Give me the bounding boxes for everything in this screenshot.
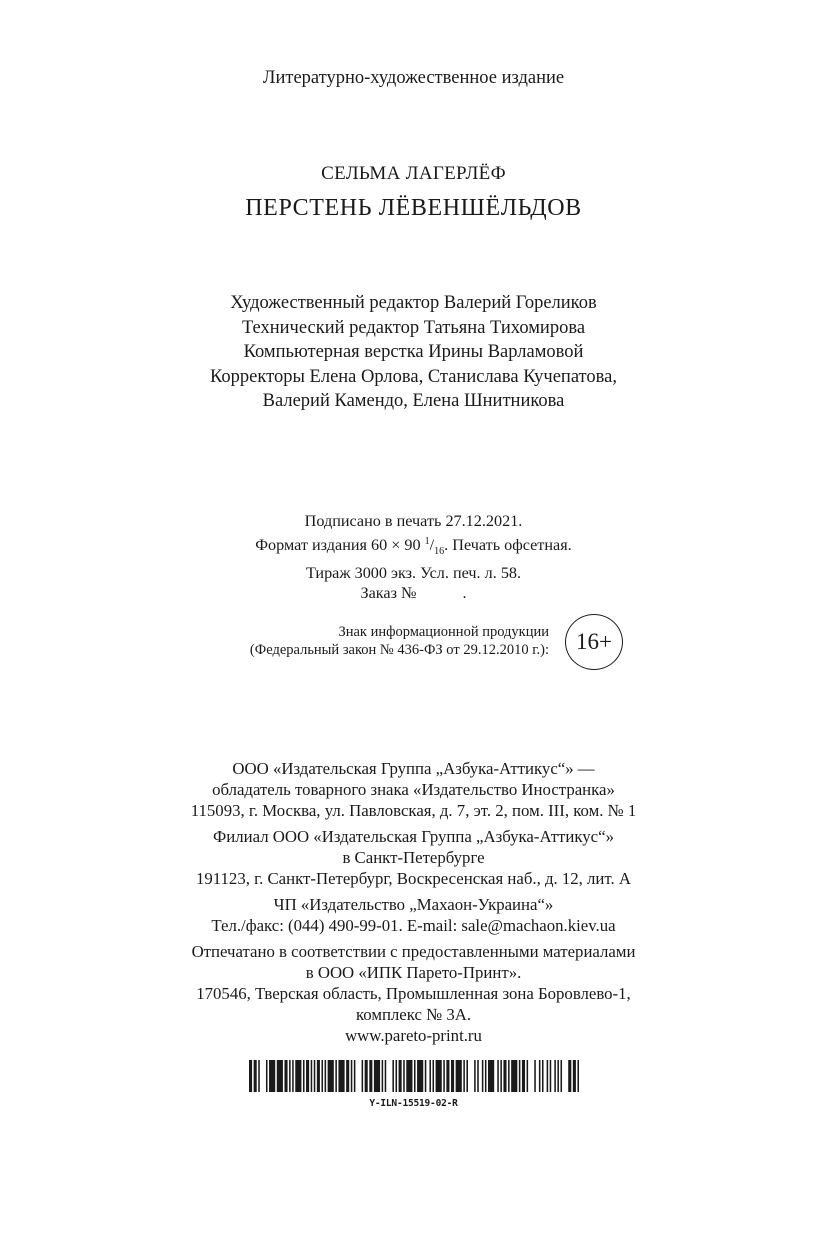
barcode-bar [249, 1060, 252, 1092]
barcode-bar [500, 1060, 502, 1092]
barcode-bar [560, 1060, 562, 1092]
barcode-bar [335, 1060, 337, 1092]
barcode-bar [455, 1060, 461, 1092]
publisher-line: 115093, г. Москва, ул. Павловская, д. 7, эт. 2, пом. III, ком. № 1 [190, 801, 637, 820]
barcode-bar [381, 1060, 383, 1092]
format-fraction-numerator: 1 [424, 535, 430, 547]
barcode-bar [541, 1060, 543, 1092]
age-rating-line: (Федеральный закон № 436-ФЗ от 29.12.2010 г.): [249, 642, 549, 658]
age-rating-badge: 16+ [565, 614, 623, 670]
barcode-bar [424, 1060, 426, 1092]
barcode-bar [572, 1060, 575, 1092]
barcode-bar [253, 1060, 256, 1092]
barcode-bar [346, 1060, 349, 1092]
publisher-line: ООО «Издательская Группа „Азбука-Аттикус“» — [232, 759, 595, 778]
barcode-bar [350, 1060, 352, 1092]
book-title: ПЕРСТЕНЬ ЛЁВЕНШЁЛЬДОВ [245, 195, 582, 221]
imprint-type: Литературно-художественное издание [262, 68, 565, 88]
publisher-group [0, 826, 827, 889]
publisher-group [0, 758, 827, 821]
publisher-line: ЧП «Издательство „Махаон-Украина“» [273, 895, 554, 914]
publisher-line: www.pareto-print.ru [345, 1026, 482, 1045]
publisher-line: обладатель товарного знака «Издательство Иностранка» [212, 780, 615, 799]
format-line [0, 532, 827, 563]
barcode-bar [481, 1060, 483, 1092]
circulation-line: Тираж 3000 экз. Усл. печ. л. 58. [305, 563, 522, 582]
barcode-bar [417, 1060, 423, 1092]
publisher-line: в Санкт-Петербурге [342, 848, 485, 867]
order-label: Заказ № [360, 584, 417, 603]
publisher-line: Филиал ООО «Издательская Группа „Азбука-Аттикус“» [213, 827, 614, 846]
publisher-line: комплекс № 3А. [355, 1005, 472, 1024]
barcode-bar [384, 1060, 386, 1092]
publisher-group [0, 894, 827, 936]
barcode-bar [313, 1060, 315, 1092]
barcode-bar [269, 1060, 275, 1092]
barcode-bar [451, 1060, 454, 1092]
barcode-bar [546, 1060, 548, 1092]
barcode-bar [557, 1060, 559, 1092]
barcode-bar [554, 1060, 556, 1092]
order-line [0, 583, 827, 604]
barcode-bar [577, 1060, 579, 1092]
credit-line: Корректоры Елена Орлова, Станислава Кучепатова, [210, 366, 617, 387]
barcode-bar [534, 1060, 536, 1092]
barcode-bar [324, 1060, 326, 1092]
print-info-block [0, 511, 827, 604]
barcode-block [0, 1060, 827, 1110]
barcode-bar [429, 1060, 431, 1092]
barcode-bar [474, 1060, 476, 1092]
barcode-bar [395, 1060, 397, 1092]
format-prefix: Формат издания 60 × 90 [255, 535, 425, 554]
barcode-bar [353, 1060, 355, 1092]
age-rating-block [0, 614, 827, 674]
barcode-bar [327, 1060, 333, 1092]
credit-line: Компьютерная верстка Ирины Варламовой [243, 342, 584, 363]
barcode-bar [373, 1060, 379, 1092]
barcode-bar [466, 1060, 468, 1092]
publisher-line: Отпечатано в соответствии с предоставленными материалами [191, 942, 636, 961]
barcode-bar [521, 1060, 524, 1092]
barcode [249, 1060, 579, 1092]
credit-line: Художественный редактор Валерий Гореликов [230, 293, 597, 313]
barcode-bar [568, 1060, 571, 1092]
barcode-bar [477, 1060, 479, 1092]
publisher-block [0, 758, 827, 1051]
barcode-bar [398, 1060, 401, 1092]
barcode-bar [432, 1060, 434, 1092]
barcode-bar [526, 1060, 528, 1092]
barcode-bar [321, 1060, 323, 1092]
barcode-bar [258, 1060, 260, 1092]
barcode-bar [276, 1060, 282, 1092]
barcode-bar [549, 1060, 551, 1092]
order-end: . [462, 584, 467, 603]
barcode-bar [414, 1060, 416, 1092]
barcode-bar [497, 1060, 499, 1092]
barcode-bar [503, 1060, 506, 1092]
publisher-group [0, 941, 827, 1046]
age-rating-text [250, 623, 549, 659]
barcode-bar [403, 1060, 405, 1092]
barcode-bar [392, 1060, 394, 1092]
barcode-bar [406, 1060, 412, 1092]
credits-block [0, 291, 827, 414]
barcode-bar [316, 1060, 319, 1092]
format-suffix: . Печать офсетная. [444, 535, 572, 554]
barcode-bar [511, 1060, 517, 1092]
publisher-line: в ООО «ИПК Парето-Принт». [305, 963, 522, 982]
barcode-bar [369, 1060, 372, 1092]
publisher-line: 191123, г. Санкт-Петербург, Воскресенская наб., д. 12, лит. А [195, 869, 631, 888]
barcode-bar [484, 1060, 486, 1092]
barcode-bar [443, 1060, 445, 1092]
barcode-bar [446, 1060, 449, 1092]
format-fraction-denominator: 16 [434, 545, 445, 557]
barcode-bar [302, 1060, 304, 1092]
barcode-bar [435, 1060, 441, 1092]
barcode-bar [364, 1060, 367, 1092]
barcode-bar [508, 1060, 510, 1092]
barcode-bar [361, 1060, 363, 1092]
age-rating-line: Знак информационной продукции [338, 624, 549, 640]
credit-line: Валерий Камендо, Елена Шнитникова [262, 391, 565, 412]
barcode-bar [289, 1060, 291, 1092]
author-name: СЕЛЬМА ЛАГЕРЛЁФ [321, 163, 506, 184]
barcode-bar [306, 1060, 309, 1092]
barcode-bar [463, 1060, 465, 1092]
barcode-bar [338, 1060, 344, 1092]
barcode-bar [488, 1060, 494, 1092]
barcode-bar [518, 1060, 520, 1092]
barcode-text: Y-ILN-15519-02-R [369, 1098, 458, 1109]
publisher-line: Тел./факс: (044) 490-99-01. E-mail: sale@machaon.kiev.ua [211, 916, 616, 935]
barcode-bar [284, 1060, 287, 1092]
publisher-line: 170546, Тверская область, Промышленная зона Боровлево-1, [196, 984, 631, 1003]
credit-line: Технический редактор Татьяна Тихомирова [241, 317, 586, 338]
format-fraction-separator: / [429, 535, 435, 554]
barcode-bar [295, 1060, 301, 1092]
barcode-bar [265, 1060, 267, 1092]
barcode-bar [292, 1060, 294, 1092]
barcode-bar [538, 1060, 540, 1092]
barcode-bar [310, 1060, 312, 1092]
signed-date: Подписано в печать 27.12.2021. [304, 512, 523, 530]
